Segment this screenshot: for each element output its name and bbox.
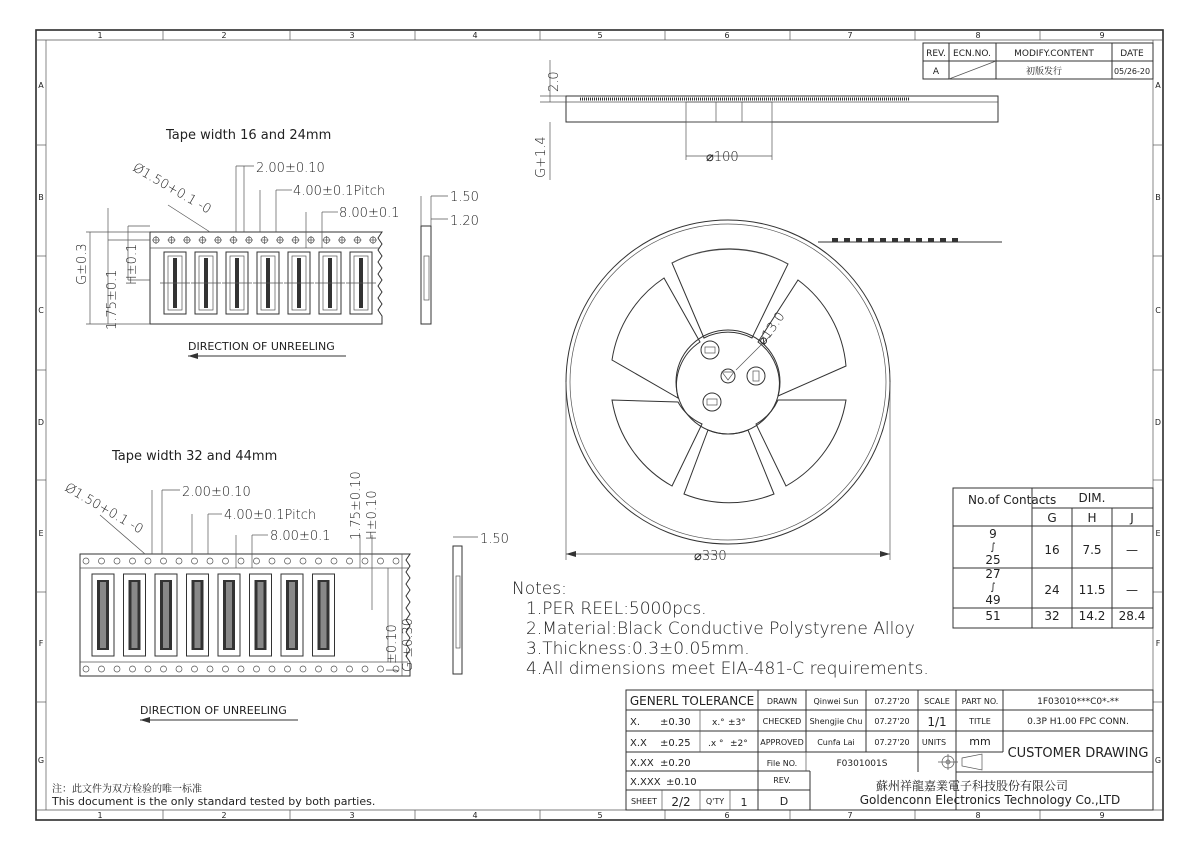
dim-reel-20: 2.0 (547, 71, 562, 92)
dim-800: 8.00±0.1 (339, 206, 400, 221)
dim-j-value: 28.4 (1118, 609, 1146, 623)
frame-row-right-B: B (1155, 193, 1161, 202)
frame-row-D: D (37, 418, 45, 427)
title-label: TITLE (969, 717, 991, 726)
contacts-header: No.of Contacts (968, 493, 1057, 507)
dim-200-large: 2.00±0.10 (182, 485, 251, 500)
dim-g-large: G ±0.30 (401, 617, 416, 672)
sprocket-hole-top (161, 558, 167, 564)
dim-j-large: J ±0.10 (385, 624, 400, 672)
dim-200: 2.00±0.10 (256, 161, 325, 176)
drawn-date: 07.27'20 (874, 697, 910, 706)
drawn-label: DRAWN (766, 697, 798, 706)
footer-cn-note: 注：此文件为双方检验的唯一标准 (52, 784, 202, 795)
file-label: File NO. (766, 759, 798, 768)
frame-col-bottom-2: 2 (221, 811, 227, 820)
frame-col-4: 4 (472, 31, 478, 40)
sprocket-hole-top (83, 558, 89, 564)
units-label: UNITS (921, 738, 947, 747)
sprocket-hole-top (269, 558, 275, 564)
units-value: mm (969, 735, 991, 748)
frame-col-bottom-6: 6 (724, 811, 730, 820)
sprocket-hole-bottom (114, 666, 120, 672)
checked-name: Shengjie Chu (809, 717, 863, 726)
dim-800-large: 8.00±0.1 (270, 529, 331, 544)
drawn-name: Qinwei Sun (813, 697, 859, 706)
sprocket-hole-top (99, 558, 105, 564)
j-header: J (1130, 511, 1134, 525)
tol-ang1-val: ±3° (728, 718, 746, 728)
revision-table (923, 43, 1153, 79)
notes (512, 579, 929, 679)
frame-col-bottom-1: 1 (97, 811, 103, 820)
frame-col-2: 2 (221, 31, 227, 40)
sprocket-hole-bottom (331, 666, 337, 672)
contacts-top: 27 (985, 567, 1001, 581)
frame-col-bottom-8: 8 (975, 811, 981, 820)
dim-j-value: — (1126, 583, 1138, 597)
sprocket-hole-bottom (83, 666, 89, 672)
contacts-top: 51 (985, 609, 1001, 623)
tape-small-title: Tape width 16 and 24mm (166, 128, 332, 143)
frame-col-bottom-3: 3 (349, 811, 355, 820)
tol-xxxx-label: X.XXX (630, 777, 661, 788)
sprocket-hole-top (114, 558, 120, 564)
frame-row-B: B (38, 193, 44, 202)
dim-175: 1.75±0.1 (105, 269, 120, 330)
sprocket-hole-bottom (207, 666, 213, 672)
contacts-top: 9 (989, 527, 997, 541)
tape-large-title: Tape width 32 and 44mm (112, 449, 278, 464)
sprocket-hole-bottom (176, 666, 182, 672)
sprocket-hole-top (331, 558, 337, 564)
approved-date: 07.27'20 (874, 738, 910, 747)
scale-label: SCALE (924, 697, 950, 706)
date-header: DATE (1120, 49, 1144, 59)
frame-col-8: 8 (975, 31, 981, 40)
footer-en-note: This document is the only standard tested by both parties. (52, 795, 376, 808)
tol-xxx-label: X.XX (630, 758, 654, 769)
frame-col-1: 1 (97, 31, 103, 40)
sprocket-hole-top (223, 558, 229, 564)
dim-header: DIM. (1078, 491, 1106, 505)
rev-date: 05/26-20 (1113, 67, 1151, 76)
frame-row-E: E (38, 529, 44, 538)
frame-row-right-C: C (1155, 306, 1161, 315)
modify-content: 初版发行 (1025, 67, 1063, 77)
checked-label: CHECKED (762, 717, 802, 726)
projection-symbol-icon (938, 754, 982, 770)
contacts-range-sep: ∫ (990, 582, 996, 593)
rev-value: A (932, 67, 940, 77)
sprocket-hole-top (347, 558, 353, 564)
hole-dia-large: Ø1.50+0.1 -0 (62, 480, 146, 538)
scale-value: 1/1 (927, 715, 947, 729)
sprocket-hole-top (192, 558, 198, 564)
dim-reel-g14: G+1.4 (534, 136, 549, 178)
sprocket-hole-bottom (99, 666, 105, 672)
sprocket-hole-top (238, 558, 244, 564)
frame-col-9: 9 (1099, 31, 1105, 40)
rev-value-tb: D (779, 795, 789, 808)
frame-row-right-G: G (1154, 756, 1162, 765)
frame-row-F: F (38, 639, 44, 648)
dim-pitch: 4.00±0.1Pitch (293, 184, 386, 199)
company-name-en: Goldenconn Electronics Technology Co.,LTD (859, 793, 1121, 807)
tol-x-val: ±0.30 (660, 717, 691, 728)
note-1: 1.PER REEL:5000pcs. (526, 599, 707, 619)
sheet-label: SHEET (630, 797, 658, 806)
sprocket-hole-top (130, 558, 136, 564)
sprocket-hole-top (207, 558, 213, 564)
sprocket-hole-bottom (362, 666, 368, 672)
tape-small-view (75, 128, 479, 359)
part-number: 1F03010***C0*-** (1037, 697, 1119, 707)
sprocket-hole-top (378, 558, 384, 564)
sprocket-hole-top (362, 558, 368, 564)
sprocket-hole-bottom (161, 666, 167, 672)
dim-h-value: 14.2 (1078, 609, 1106, 623)
sprocket-hole-bottom (378, 666, 384, 672)
reel-front-view (566, 220, 1002, 564)
dim-h-value: 7.5 (1082, 543, 1102, 557)
sprocket-hole-top (393, 558, 399, 564)
sprocket-hole-top (285, 558, 291, 564)
dim-g-value: 24 (1044, 583, 1060, 597)
frame-col-bottom-5: 5 (597, 811, 603, 820)
dim-h: H±0.1 (125, 243, 140, 285)
tol-xxx-val: ±0.20 (660, 758, 691, 769)
sprocket-hole-bottom (254, 666, 260, 672)
dim-g: G±0.3 (75, 243, 90, 285)
file-number: F0301001S (836, 759, 888, 769)
sprocket-hole-top (145, 558, 151, 564)
reel-side-view (534, 60, 998, 180)
direction-small: DIRECTION OF UNREELING (188, 340, 335, 353)
tol-xx-label: X.X (630, 738, 647, 749)
frame-col-bottom-4: 4 (472, 811, 478, 820)
outer-dia: ⌀330 (694, 549, 727, 564)
dim-150: 1.50 (450, 190, 479, 205)
qty-label: Q'TY (705, 797, 725, 806)
dim-pitch-large: 4.00±0.1Pitch (224, 508, 317, 523)
sprocket-hole-top (176, 558, 182, 564)
dim-g-value: 32 (1044, 609, 1060, 623)
dim-175-large: 1.75±0.10 (349, 471, 364, 540)
hole-dia: Ø1.50+0.1 -0 (130, 160, 214, 218)
frame-row-right-A: A (1155, 81, 1161, 90)
dim-h-value: 11.5 (1078, 583, 1106, 597)
hub-dia: ⌀13.0 (754, 309, 789, 349)
tol-xxxx-val: ±0.10 (666, 777, 697, 788)
note-4: 4.All dimensions meet EIA-481-C requirements. (526, 659, 929, 679)
sprocket-hole-bottom (285, 666, 291, 672)
tol-x-label: X. (630, 717, 641, 728)
dim-h-large: H±0.10 (365, 490, 380, 540)
frame-row-A: A (38, 81, 44, 90)
tape-large-view (62, 449, 509, 723)
frame-row-right-E: E (1155, 529, 1161, 538)
approved-name: Cunfa Lai (817, 738, 855, 747)
frame-col-5: 5 (597, 31, 603, 40)
sheet-value: 2/2 (671, 795, 691, 809)
company-name-cn: 蘇州祥龍嘉業電子科技股份有限公司 (875, 779, 1069, 793)
sprocket-hole-top (316, 558, 322, 564)
h-header: H (1087, 511, 1097, 525)
tol-ang2-val: ±2° (730, 739, 748, 749)
sprocket-hole-bottom (316, 666, 322, 672)
sprocket-hole-bottom (300, 666, 306, 672)
g-header: G (1047, 511, 1057, 525)
title-block (626, 690, 1153, 810)
dim-j-value: — (1126, 543, 1138, 557)
dim-150-large: 1.50 (480, 532, 509, 547)
contacts-bottom: 25 (985, 553, 1001, 567)
sprocket-hole-bottom (238, 666, 244, 672)
checked-date: 07.27'20 (874, 717, 910, 726)
note-2: 2.Material:Black Conductive Polystyrene Alloy (526, 619, 915, 639)
frame-col-bottom-9: 9 (1099, 811, 1105, 820)
approved-label: APPROVED (760, 738, 804, 747)
sprocket-hole-bottom (223, 666, 229, 672)
tol-ang1-label: x.° (712, 718, 725, 728)
tolerance-header: GENERL TOLERANCE (629, 694, 755, 708)
frame-col-bottom-7: 7 (847, 811, 853, 820)
contacts-bottom: 49 (985, 593, 1001, 607)
frame-row-C: C (38, 306, 44, 315)
sprocket-hole-top (300, 558, 306, 564)
frame-col-6: 6 (724, 31, 730, 40)
qty-value: 1 (740, 796, 748, 809)
part-title: 0.3P H1.00 FPC CONN. (1027, 717, 1129, 727)
modify-header: MODIFY.CONTENT (1014, 49, 1094, 59)
dim-120: 1.20 (450, 214, 479, 229)
sprocket-hole-bottom (130, 666, 136, 672)
dim-reel-100: ⌀100 (706, 150, 739, 165)
tol-ang2-label: .x ° (708, 739, 724, 749)
frame-row-right-D: D (1154, 418, 1162, 427)
dim-g-value: 16 (1044, 543, 1060, 557)
sprocket-hole-bottom (269, 666, 275, 672)
dim-table (953, 488, 1153, 628)
frame-col-3: 3 (349, 31, 355, 40)
part-label: PART NO. (961, 697, 999, 706)
frame-col-7: 7 (847, 31, 853, 40)
ecn-header: ECN.NO. (953, 49, 991, 59)
direction-large: DIRECTION OF UNREELING (140, 704, 287, 717)
sprocket-hole-bottom (192, 666, 198, 672)
rev-label: REV. (773, 776, 791, 785)
tol-xx-val: ±0.25 (660, 738, 691, 749)
rev-header: REV. (926, 49, 946, 59)
frame-row-G: G (37, 756, 45, 765)
frame-row-right-F: F (1155, 639, 1161, 648)
sprocket-hole-bottom (347, 666, 353, 672)
sprocket-hole-bottom (145, 666, 151, 672)
drawing-type: CUSTOMER DRAWING (1007, 746, 1149, 761)
notes-heading: Notes: (512, 579, 567, 599)
sprocket-hole-top (254, 558, 260, 564)
contacts-range-sep: ∫ (990, 542, 996, 553)
note-3: 3.Thickness:0.3±0.05mm. (526, 639, 750, 659)
